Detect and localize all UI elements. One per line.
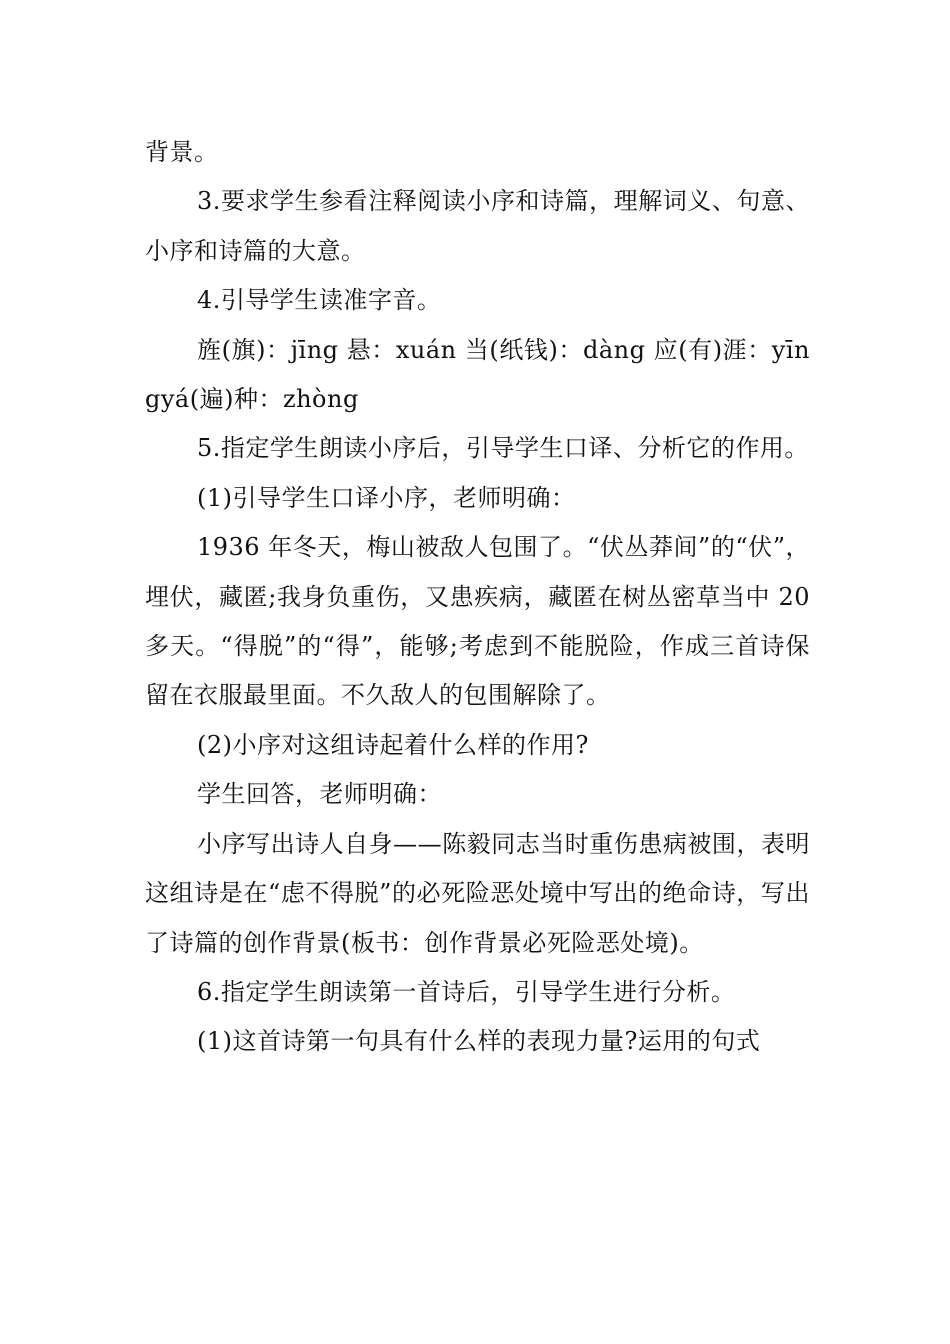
paragraph-6: 1936 年冬天，梅山被敌人包围了。“伏丛莽间”的“伏”，埋伏，藏匿;我身负重伤，又患疾病，藏匿在树丛密草当中 20 多天。“得脱”的“得”，能够;考虑到不能脱险，作成三首诗保留在衣服最里面。不久敌人的包围解除了。 xyxy=(145,533,810,710)
paragraph-7: (2)小序对这组诗起着什么样的作用? xyxy=(197,730,589,759)
document-body xyxy=(145,128,810,1067)
paragraph-4: 5.指定学生朗读小序后，引导学生口译、分析它的作用。 xyxy=(197,434,809,463)
paragraph-0: 背景。 xyxy=(145,138,219,166)
paragraph-3: 旌(旗)：jīng 悬：xuán 当(纸钱)：dàng 应(有)涯：yīngyá(遍)种：zhòng xyxy=(145,335,810,414)
paragraph-8: 学生回答，老师明确： xyxy=(197,780,442,809)
paragraph-2: 4.引导学生读准字音。 xyxy=(197,286,442,315)
paragraph-1: 3.要求学生参看注释阅读小序和诗篇，理解词义、句意、小序和诗篇的大意。 xyxy=(145,187,810,265)
paragraph-5: (1)引导学生口译小序，老师明确： xyxy=(197,483,576,512)
paragraph-9: 小序写出诗人自身——陈毅同志当时重伤患病被围，表明这组诗是在“虑不得脱”的必死险恶处境中写出的绝命诗，写出了诗篇的创作背景(板书：创作背景必死险恶处境)。 xyxy=(145,829,810,957)
paragraph-11: (1)这首诗第一句具有什么样的表现力量?运用的句式 xyxy=(197,1027,761,1056)
paragraph-10: 6.指定学生朗读第一首诗后，引导学生进行分析。 xyxy=(197,977,736,1006)
